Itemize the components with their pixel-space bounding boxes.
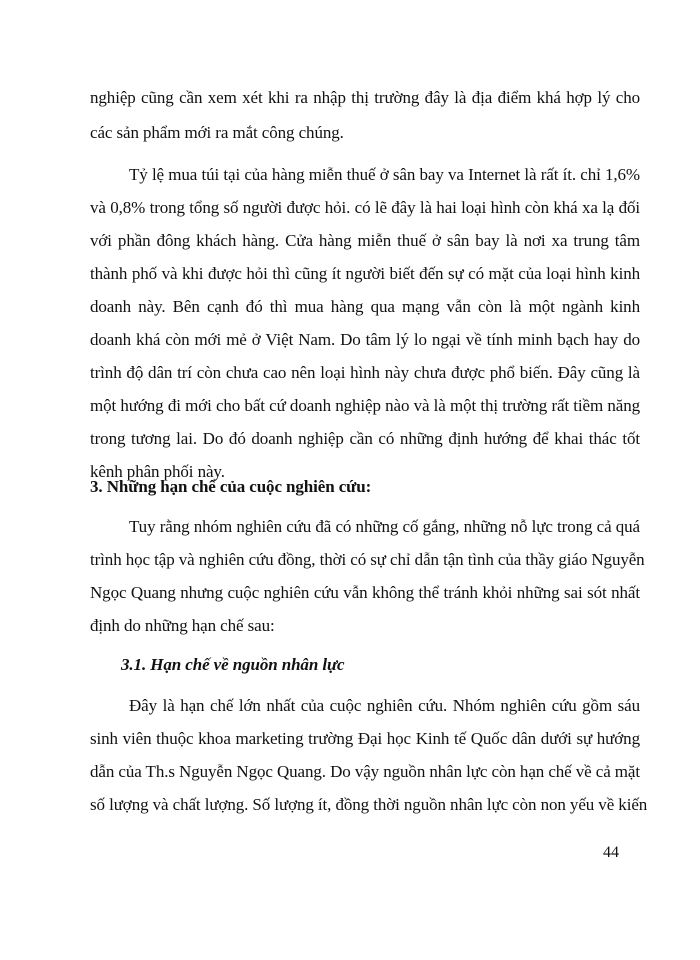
paragraph-line: doanh khá còn mới mẻ ở Việt Nam. Do tâm lý lo ngại về tính minh bạch hay do	[90, 330, 640, 349]
paragraph-line: với phần đông khách hàng. Cửa hàng miễn thuế ở sân bay là nơi xa trung tâm	[90, 231, 640, 250]
paragraph-line: Đây là hạn chế lớn nhất của cuộc nghiên cứu. Nhóm nghiên cứu gồm sáu	[129, 696, 640, 715]
paragraph-line: trong tương lai. Do đó doanh nghiệp cần có những định hướng để khai thác tốt	[90, 429, 640, 448]
paragraph-line: trình học tập và nghiên cứu đồng, thời có sự chỉ dẫn tận tình của thầy giáo Nguyễn	[90, 550, 645, 569]
paragraph-line: Tuy rằng nhóm nghiên cứu đã có những cố gắng, những nỗ lực trong cả quá	[129, 517, 640, 536]
paragraph-line: các sản phẩm mới ra mắt công chúng.	[90, 123, 344, 142]
paragraph-line: sinh viên thuộc khoa marketing trường Đại học Kinh tế Quốc dân dưới sự hướng	[90, 729, 640, 748]
paragraph-line: một hướng đi mới cho bất cứ doanh nghiệp nào và là một thị trường rất tiềm năng	[90, 396, 640, 415]
paragraph-line: doanh này. Bên cạnh đó thì mua hàng qua mạng vẫn còn là một ngành kinh	[90, 297, 640, 316]
page-number: 44	[603, 844, 619, 861]
paragraph-line: dẫn của Th.s Nguyễn Ngọc Quang. Do vậy nguồn nhân lực còn hạn chế về cả mặt	[90, 762, 640, 781]
paragraph-line: Ngọc Quang nhưng cuộc nghiên cứu vẫn không thể tránh khỏi những sai sót nhất	[90, 583, 640, 602]
paragraph-line: Tỷ lệ mua túi tại của hàng miễn thuế ở sân bay va Internet là rất ít. chỉ 1,6%	[129, 165, 640, 184]
paragraph-line: và 0,8% trong tổng số người được hỏi. có lẽ đây là hai loại hình còn khá xa lạ đối	[90, 198, 640, 217]
paragraph-line: nghiệp cũng cần xem xét khi ra nhập thị trường đây là địa điểm khá hợp lý cho	[90, 88, 640, 107]
section-heading: 3. Những hạn chế của cuộc nghiên cứu:	[90, 477, 372, 496]
paragraph-line: thành phố và khi được hỏi thì cũng ít người biết đến sự có mặt của loại hình kinh	[90, 264, 640, 283]
paragraph-line: số lượng và chất lượng. Số lượng ít, đồng thời nguồn nhân lực còn non yếu về kiến	[90, 795, 648, 814]
paragraph-line: kênh phân phối này.	[90, 462, 225, 481]
paragraph-line: định do những hạn chế sau:	[90, 616, 275, 635]
subsection-heading: 3.1. Hạn chế về nguồn nhân lực	[121, 655, 345, 674]
paragraph-line: trình độ dân trí còn chưa cao nên loại hình này chưa được phổ biến. Đây cũng là	[90, 363, 640, 382]
